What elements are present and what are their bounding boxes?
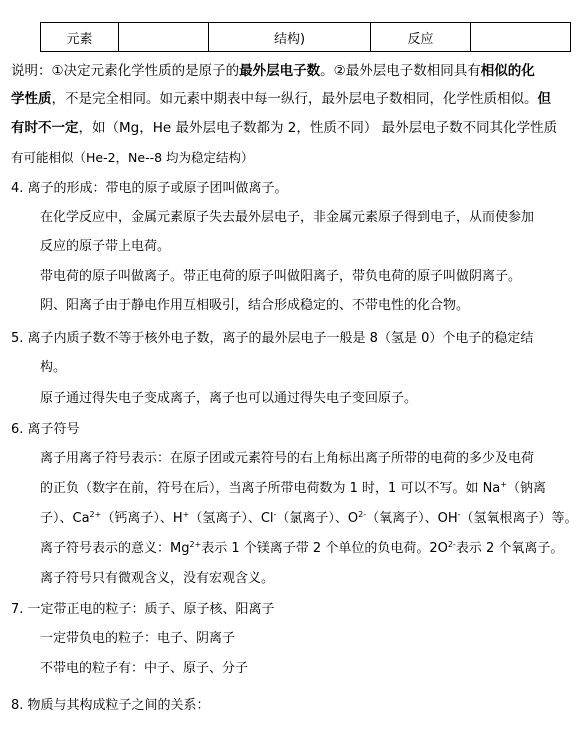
table-cell-empty-2 (471, 23, 571, 52)
table-cell-element: 元素 (41, 23, 119, 52)
section-4-para-1a: 在化学反应中，金属元素原子失去最外层电子，非金属元素原子得到电子，从而使参加 (40, 210, 535, 225)
table-cell-reaction: 反应 (371, 23, 471, 52)
section-7-line-1: 7. 一定带正电的粒子：质子、原子核、阳离子 (11, 602, 275, 617)
section-4-para-1b: 反应的原子带上电荷。 (40, 239, 171, 254)
section-7-line-2: 一定带负电的粒子：电子、阴离子 (40, 631, 236, 646)
section-5-line-3: 原子通过得失电子变成离子，离子也可以通过得失电子变回原子。 (40, 391, 418, 406)
structure-table (40, 22, 571, 52)
table-cell-empty (119, 23, 209, 52)
section-4-title: 4. 离子的形成：带电的原子或原子团叫做离子。 (11, 181, 288, 196)
section-5-line-1: 5. 离子内质子数不等于核外电子数，离子的最外层电子一般是 8（氢是 0）个电子的稳定结 (11, 331, 534, 346)
section-6-line-2: 的正负（数字在前，符号在后），当离子所带电荷数为 1 时，1 可以不写。如 Na+（钠离 (40, 480, 546, 496)
section-4-para-3: 阴、阳离子由于静电作用互相吸引，结合形成稳定的、不带电性的化合物。 (40, 298, 470, 313)
section-6-line-5: 离子符号只有微观含义，没有宏观含义。 (40, 571, 275, 586)
note-line-3: 有时不一定，如（Mg，He 最外层电子数都为 2，性质不同） 最外层电子数不同其化学性质 (11, 120, 558, 136)
section-5-line-2: 构。 (40, 360, 67, 375)
section-6-line-4: 离子符号表示的意义：$Mg^{2+}$表示 1 个镁离子带 2 个单位的负电荷。$2O^{2-}$表示 2 个氧离子。 (40, 540, 564, 556)
section-6-line-3: 子）、$Ca^{2+}$（钙离子）、H+（氢离子）、Cl-（氯离子）、$O^{2-}$（氧离子）、OH-（氢氧根离子）等。 (40, 510, 578, 526)
section-7-line-3: 不带电的粒子有：中子、原子、分子 (40, 661, 249, 676)
note-line-1: 说明：①决定元素化学性质的是原子的最外层电子数。②最外层电子数相同具有相似的化 (11, 63, 535, 79)
section-8-line-1: 8. 物质与其构成粒子之间的关系： (11, 698, 210, 713)
section-6-title: 6. 离子符号 (11, 422, 80, 437)
table-row (41, 23, 571, 52)
table-cell-structure: 结构) (209, 23, 371, 52)
section-6-line-1: 离子用离子符号表示：在原子团或元素符号的右上角标出离子所带的电荷的多少及电荷 (40, 451, 535, 466)
section-4-para-2: 带电荷的原子叫做离子。带正电荷的原子叫做阳离子，带负电荷的原子叫做阴离子。 (40, 269, 522, 284)
note-line-4: 有可能相似（He-2，Ne--8 均为稳定结构） (11, 150, 254, 165)
note-line-2: 学性质，不是完全相同。如元素中期表中每一纵行，最外层电子数相同，化学性质相似。但 (11, 91, 551, 107)
